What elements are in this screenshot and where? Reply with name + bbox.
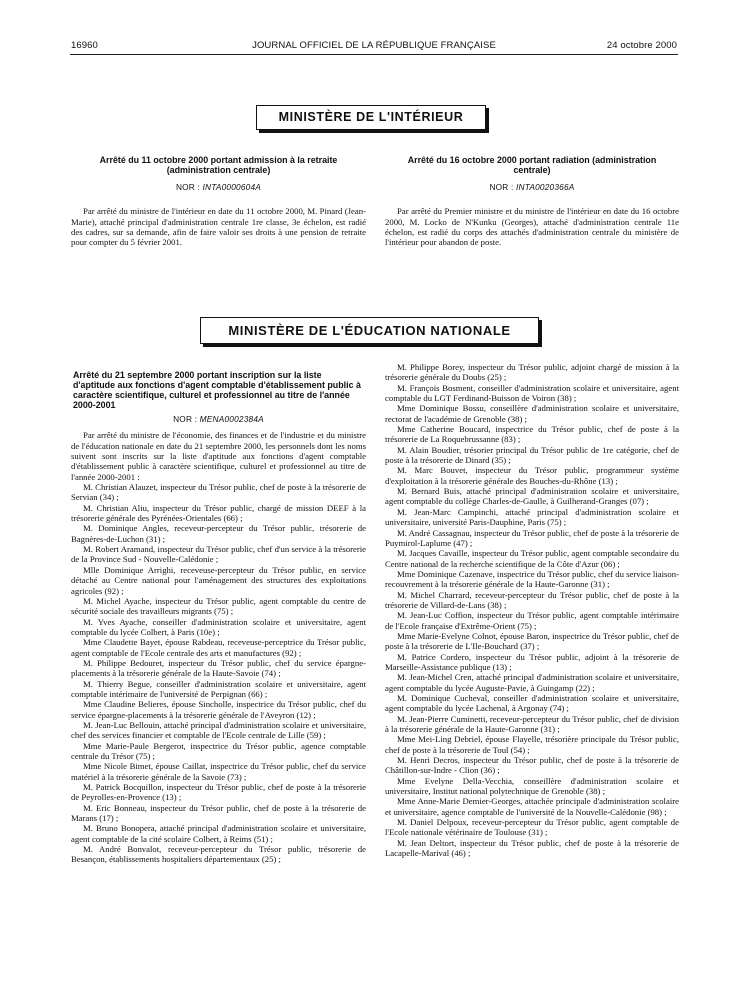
list-item: M. Dominique Angles, receveur-percepteur du Trésor public, trésorerie de Bagnères-de-Luchon (31) ; bbox=[71, 523, 366, 544]
decree-radiation bbox=[385, 155, 679, 248]
list-item: M. Alain Boudier, trésorier principal du Trésor public de 1re catégorie, chef de poste à la trésorerie de Dinard (35) ; bbox=[385, 444, 679, 466]
list-item: M. François Bosment, conseiller d'administration scolaire et universitaire, agent comptable du LGT Ferdinand-Buisson de Voiron (38) ; bbox=[385, 382, 679, 404]
list-item: M. Jean-Luc Coffion, inspecteur du Trésor public, agent comptable intérimaire de l'Ecole française d'Extrême-Orient (75) ; bbox=[385, 610, 679, 631]
decree-radiation-nor bbox=[385, 182, 679, 192]
list-item: Par arrêté du ministre de l'économie, des finances et de l'industrie et du ministre de l'éducation nationale en date du 21 septembre 2000, les personnels dont les noms suivent sont inscrits sur la liste d'aptitude aux fonctions d'agent comptable d'établissement public à caractère scientifique, culturel et professionnel au titre de l'année 2000-2001 : bbox=[71, 430, 366, 482]
nor-label: NOR : bbox=[489, 182, 514, 192]
list-item: M. Henri Decros, inspecteur du Trésor public, chef de poste à la trésorerie de Châtillon-sur-Indre - Clion (36) ; bbox=[385, 755, 679, 776]
list-item: M. Philippe Bedouret, inspecteur du Trésor public, chef du service épargne-placements à la trésorerie générale de la Haute-Savoie (74) ; bbox=[71, 657, 366, 679]
list-item: M. Marc Bouvet, inspecteur du Trésor public, programmeur système d'exploitation à la trésorerie générale des Bouches-du-Rhône (13) ; bbox=[385, 465, 679, 486]
list-item: Mme Claudette Bayet, épouse Rabdeau, receveuse-perceptrice du Trésor public, agent comptable de l'Ecole centrale des arts et manufactures (92) ; bbox=[71, 637, 366, 658]
page-number: 16960 bbox=[71, 40, 98, 51]
list-item: M. Daniel Delpoux, receveur-percepteur du Trésor public, agent comptable de l'Ecole nationale vétérinaire de Toulouse (31) ; bbox=[385, 817, 679, 838]
list-item: M. Patrice Cordero, inspecteur du Trésor public, adjoint à la trésorerie de Marseille-Assistance publique (13) ; bbox=[385, 651, 679, 672]
list-item: M. André Bonvalot, receveur-percepteur du Trésor public, trésorerie de Besançon, établissements hospitaliers départementaux (25) ; bbox=[71, 844, 366, 865]
list-item: M. Jean Deltort, inspecteur du Trésor public, chef de poste à la trésorerie de Lacapelle-Marival (46) ; bbox=[385, 837, 679, 859]
nor-label: NOR : bbox=[173, 414, 198, 424]
list-item: M. Michel Charrard, receveur-percepteur du Trésor public, chef de poste à la trésorerie de Villard-de-Lans (38) ; bbox=[385, 589, 679, 610]
list-item: Mme Claudine Belieres, épouse Sincholle, inspectrice du Trésor public, chef du service épargne-placements à la trésorerie générale de l'Aveyron (12) ; bbox=[71, 699, 366, 720]
list-item: M. Robert Aramand, inspecteur du Trésor public, chef d'un service à la trésorerie de la Province Sud - Nouvelle-Calédonie ; bbox=[71, 544, 366, 565]
decree-retraite bbox=[71, 155, 366, 248]
aptitude-list-right bbox=[385, 362, 679, 859]
list-item: M. Jean-Marc Campinchi, attaché principal d'administration scolaire et universitaire, université Paris-Dauphine, Paris (75) ; bbox=[385, 506, 679, 528]
list-item: M. Bruno Bonopera, attaché principal d'administration scolaire et universitaire, agent comptable de la cité scolaire Colbert, à Reims (51) ; bbox=[71, 823, 366, 844]
decree-aptitude-title: Arrêté du 21 septembre 2000 portant inscription sur la liste d'aptitude aux fonctions d'agent comptable d'établissement public à caractère scientifique, culturel et professionnel au titre de l'année 2000-2001 bbox=[73, 370, 361, 410]
list-item: Mme Catherine Boucard, inspectrice du Trésor public, chef de poste à la trésorerie de La Roquebrussanne (83) ; bbox=[385, 424, 679, 445]
list-item: M. André Cassagnau, inspecteur du Trésor public, chef de poste à la trésorerie de Puymirol-Laplume (47) ; bbox=[385, 527, 679, 548]
aptitude-list-left bbox=[71, 430, 366, 864]
list-item: M. Patrick Bocquillon, inspecteur du Trésor public, chef de poste à la trésorerie de Peyrolles-en-Provence (13) ; bbox=[71, 782, 366, 803]
list-item: M. Jean-Pierre Cuminetti, receveur-percepteur du Trésor public, chef de division à la trésorerie générale de la Haute-Garonne (31) ; bbox=[385, 713, 679, 735]
list-item: M. Jacques Cavaille, inspecteur du Trésor public, agent comptable secondaire du Centre national de la recherche scientifique de la Côte d'Azur (06) ; bbox=[385, 548, 679, 569]
decree-aptitude-column-left bbox=[71, 370, 366, 865]
decree-radiation-body: Par arrêté du Premier ministre et du ministre de l'intérieur en date du 16 octobre 2000, M. Locko de N'Kunku (Georges), attaché d'administration centrale 11e échelon, est radié du corps des attachés d'administration centrale du ministère de l'intérieur pour abandon de poste. bbox=[385, 206, 679, 248]
list-item: M. Bernard Buis, attaché principal d'administration scolaire et universitaire, agent comptable du collège Charles-de-Gaulle, à Guilherand-Granges (07) ; bbox=[385, 486, 679, 507]
list-item: M. Dominique Cucheval, conseiller d'administration scolaire et universitaire, agent comptable du lycée Lachenal, à Argonay (74) ; bbox=[385, 693, 679, 714]
nor-code: MENA0002384A bbox=[199, 414, 264, 424]
decree-radiation-title: Arrêté du 16 octobre 2000 portant radiation (administration centrale) bbox=[407, 155, 657, 175]
list-item: M. Jean-Michel Cren, attaché principal d'administration scolaire et universitaire, agent comptable du lycée Auguste-Pavie, à Guingamp (22) ; bbox=[385, 672, 679, 693]
list-item: M. Philippe Borey, inspecteur du Trésor public, adjoint chargé de mission à la trésorerie générale du Doubs (25) ; bbox=[385, 362, 679, 383]
list-item: Mme Marie-Evelyne Colnot, épouse Baron, inspectrice du Trésor public, chef de poste à la trésorerie de L'Ile-Bouchard (37) ; bbox=[385, 630, 679, 652]
nor-code: INTA0000604A bbox=[202, 182, 262, 192]
list-item: Mme Marie-Paule Bergerot, inspectrice du Trésor public, agence comptable centrale du Trésor (75) ; bbox=[71, 740, 366, 761]
list-item: Mme Anne-Marie Demier-Georges, attachée principale d'administration scolaire et universitaire, agence comptable de l'université de la Nouvelle-Calédonie (98) ; bbox=[385, 796, 679, 817]
header-rule bbox=[70, 54, 678, 55]
list-item: Mme Nicole Bimet, épouse Caillat, inspectrice du Trésor public, chef du service matériel à la trésorerie générale de la Savoie (73) ; bbox=[71, 761, 366, 782]
list-item: Mme Mei-Ling Debriel, épouse Flayelle, trésorière principale du Trésor public, chef de poste à la trésorerie de Toul (54) ; bbox=[385, 734, 679, 755]
nor-label: NOR : bbox=[175, 182, 200, 192]
list-item: M. Thierry Begue, conseiller d'administration scolaire et universitaire, agent comptable intérimaire de l'université de Perpignan (66) ; bbox=[71, 678, 366, 699]
decree-retraite-title: Arrêté du 11 octobre 2000 portant admission à la retraite (administration centrale) bbox=[99, 155, 338, 175]
issue-date: 24 octobre 2000 bbox=[606, 40, 677, 51]
ministry-interieur-heading: MINISTÈRE DE L'INTÉRIEUR bbox=[256, 105, 486, 130]
list-item: Mme Evelyne Della-Vecchia, conseillère d'administration scolaire et universitaire, Institut national polytechnique de Grenoble (38) ; bbox=[385, 775, 679, 797]
list-item: Mlle Dominique Arrighi, receveuse-percepteur du Trésor public, en service détaché au Centre national pour l'aménagement des structures des exploitations agricoles (92) ; bbox=[71, 564, 366, 596]
decree-retraite-body: Par arrêté du ministre de l'intérieur en date du 11 octobre 2000, M. Pinard (Jean-Marie), attaché principal d'administration centrale 1re classe, 3e échelon, est radié des cadres, sur sa demande, afin de faire valoir ses droits à une pension de retraite pour compter du 5 février 2001. bbox=[71, 206, 366, 248]
list-item: M. Jean-Luc Bellouin, attaché principal d'administration scolaire et universitaire, chef des services financier et comptable de l'Ecole centrale de Lille (59) ; bbox=[71, 719, 366, 741]
decree-aptitude-column-right bbox=[385, 362, 679, 859]
nor-code: INTA0020366A bbox=[516, 182, 575, 192]
list-item: Mme Dominique Bossu, conseillère d'administration scolaire et universitaire, rectorat de l'académie de Grenoble (38) ; bbox=[385, 403, 679, 424]
list-item: M. Eric Bonneau, inspecteur du Trésor public, chef de poste à la trésorerie de Marans (17) ; bbox=[71, 802, 366, 824]
list-item: Mme Dominique Cazenave, inspectrice du Trésor public, chef du service liaison-recouvrement à la trésorerie générale de la Haute-Garonne (31) ; bbox=[385, 568, 679, 590]
journal-title: JOURNAL OFFICIEL DE LA RÉPUBLIQUE FRANÇAISE bbox=[252, 40, 496, 51]
decree-retraite-nor bbox=[71, 182, 366, 192]
list-item: M. Yves Ayache, conseiller d'administration scolaire et universitaire, agent comptable du lycée Colbert, à Paris (10e) ; bbox=[71, 616, 366, 637]
ministry-education-heading: MINISTÈRE DE L'ÉDUCATION NATIONALE bbox=[200, 317, 539, 344]
list-item: M. Christian Aliu, inspecteur du Trésor public, chargé de mission DEEF à la trésorerie générale des Pyrénées-Orientales (66) ; bbox=[71, 502, 366, 524]
list-item: M. Michel Ayache, inspecteur du Trésor public, agent comptable du centre de sécurité sociale des travailleurs migrants (75) ; bbox=[71, 595, 366, 617]
decree-aptitude-nor bbox=[71, 414, 366, 424]
list-item: M. Christian Alauzet, inspecteur du Trésor public, chef de poste à la trésorerie de Servian (34) ; bbox=[71, 482, 366, 503]
